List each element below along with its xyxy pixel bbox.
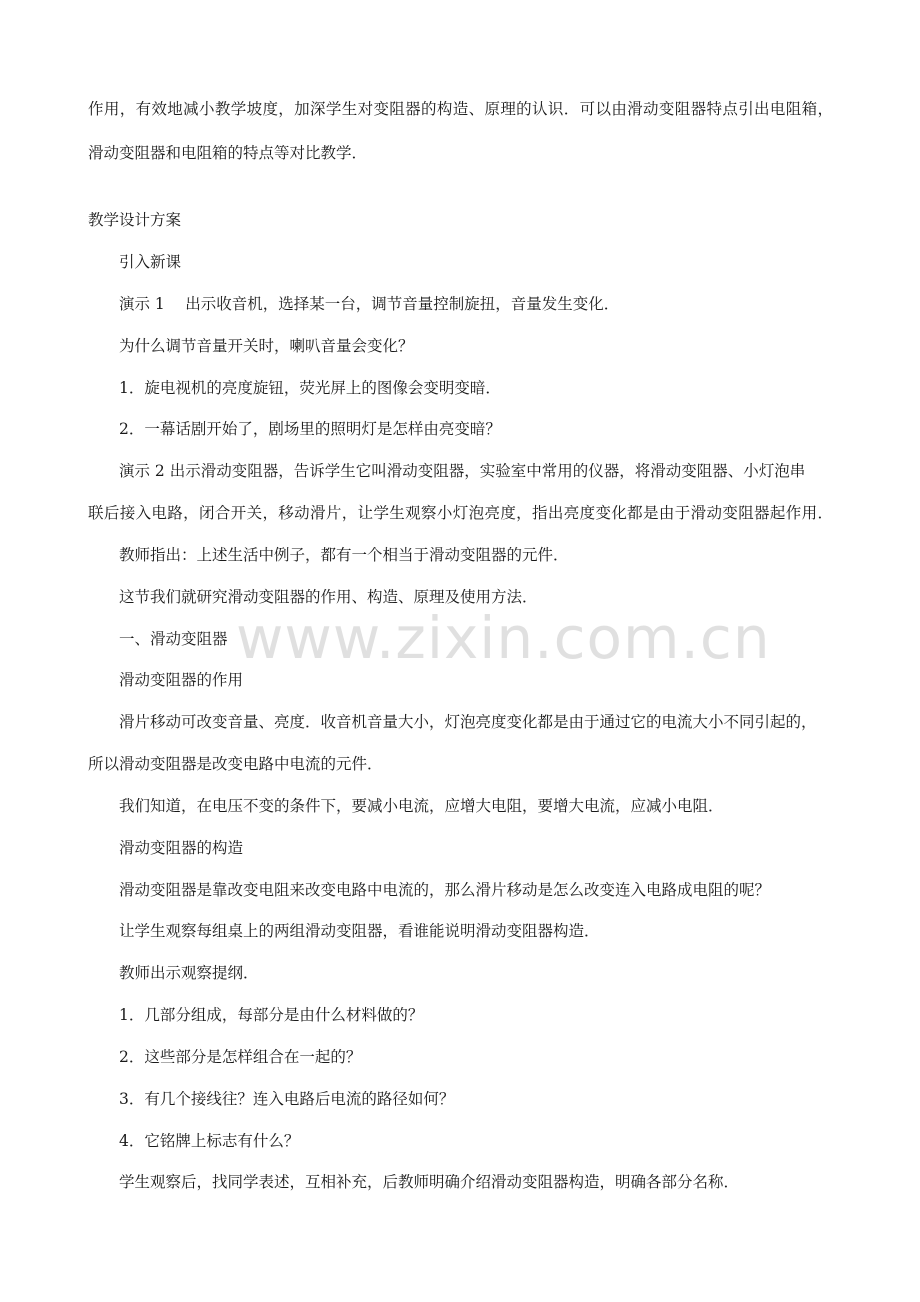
paragraph-function-line-1: 滑片移动可改变音量、亮度．收音机音量大小，灯泡亮度变化都是由于通过它的电流大小不同引起的， (119, 713, 817, 731)
paragraph-intro-line-1: 作用，有效地减小教学坡度，加深学生对变阻器的构造、原理的认识．可以由滑动变阻器特点引出电阻箱， (88, 100, 833, 118)
paragraph-function-line-2: 所以滑动变阻器是改变电路中电流的元件． (88, 755, 383, 773)
paragraph-outline-intro: 教师出示观察提纲． (119, 964, 259, 982)
paragraph-demo-2-line-1: 演示 2 出示滑动变阻器，告诉学生它叫滑动变阻器，实验室中常用的仪器，将滑动变阻器、小灯泡串 (119, 462, 806, 480)
paragraph-summary: 学生观察后，找同学表述，互相补充，后教师明确介绍滑动变阻器构造，明确各部分名称． (119, 1173, 740, 1191)
paragraph-voltage-rule: 我们知道，在电压不变的条件下，要减小电流，应增大电阻，要增大电流，应减小电阻． (119, 797, 724, 815)
outline-item-1: 1．几部分组成，每部分是由什么材料做的？ (119, 1006, 424, 1024)
section-heading-design: 教学设计方案 (88, 211, 182, 229)
subheading-function: 滑动变阻器的作用 (119, 671, 244, 689)
outline-item-4: 4．它铭牌上标志有什么？ (119, 1132, 300, 1150)
paragraph-demo-1: 演示 1 出示收音机，选择某一台，调节音量控制旋扭，音量发生变化． (119, 295, 620, 313)
paragraph-observe-groups: 让学生观察每组桌上的两组滑动变阻器，看谁能说明滑动变阻器构造． (119, 922, 600, 940)
outline-item-3: 3．有几个接线往？连入电路后电流的路径如何？ (119, 1090, 455, 1108)
outline-item-2: 2．这些部分是怎样组合在一起的？ (119, 1048, 362, 1066)
paragraph-teacher-note: 教师指出：上述生活中例子，都有一个相当于滑动变阻器的元件． (119, 546, 569, 564)
paragraph-demo-2-line-2: 联后接入电路，闭合开关，移动滑片，让学生观察小灯泡亮度，指出亮度变化都是由于滑动变阻器起作用． (88, 504, 833, 522)
subheading-structure: 滑动变阻器的构造 (119, 839, 244, 857)
section-heading-rheostat: 一、滑动变阻器 (119, 630, 228, 648)
subheading-introduce-lesson: 引入新课 (119, 253, 182, 271)
list-item-2: 2．一幕话剧开始了，剧场里的照明灯是怎样由亮变暗？ (119, 420, 501, 438)
paragraph-structure-question: 滑动变阻器是靠改变电阻来改变电路中电流的，那么滑片移动是怎么改变连入电路成电阻的呢？ (119, 881, 771, 899)
paragraph-lesson-focus: 这节我们就研究滑动变阻器的作用、构造、原理及使用方法． (119, 588, 538, 606)
list-item-1: 1．旋电视机的亮度旋钮，荧光屏上的图像会变明变暗． (119, 379, 501, 397)
paragraph-intro-line-2: 滑动变阻器和电阻箱的特点等对比教学． (88, 144, 368, 162)
paragraph-question: 为什么调节音量开关时，喇叭音量会变化？ (119, 337, 414, 355)
watermark: www.zixin.com.cn (236, 604, 771, 672)
